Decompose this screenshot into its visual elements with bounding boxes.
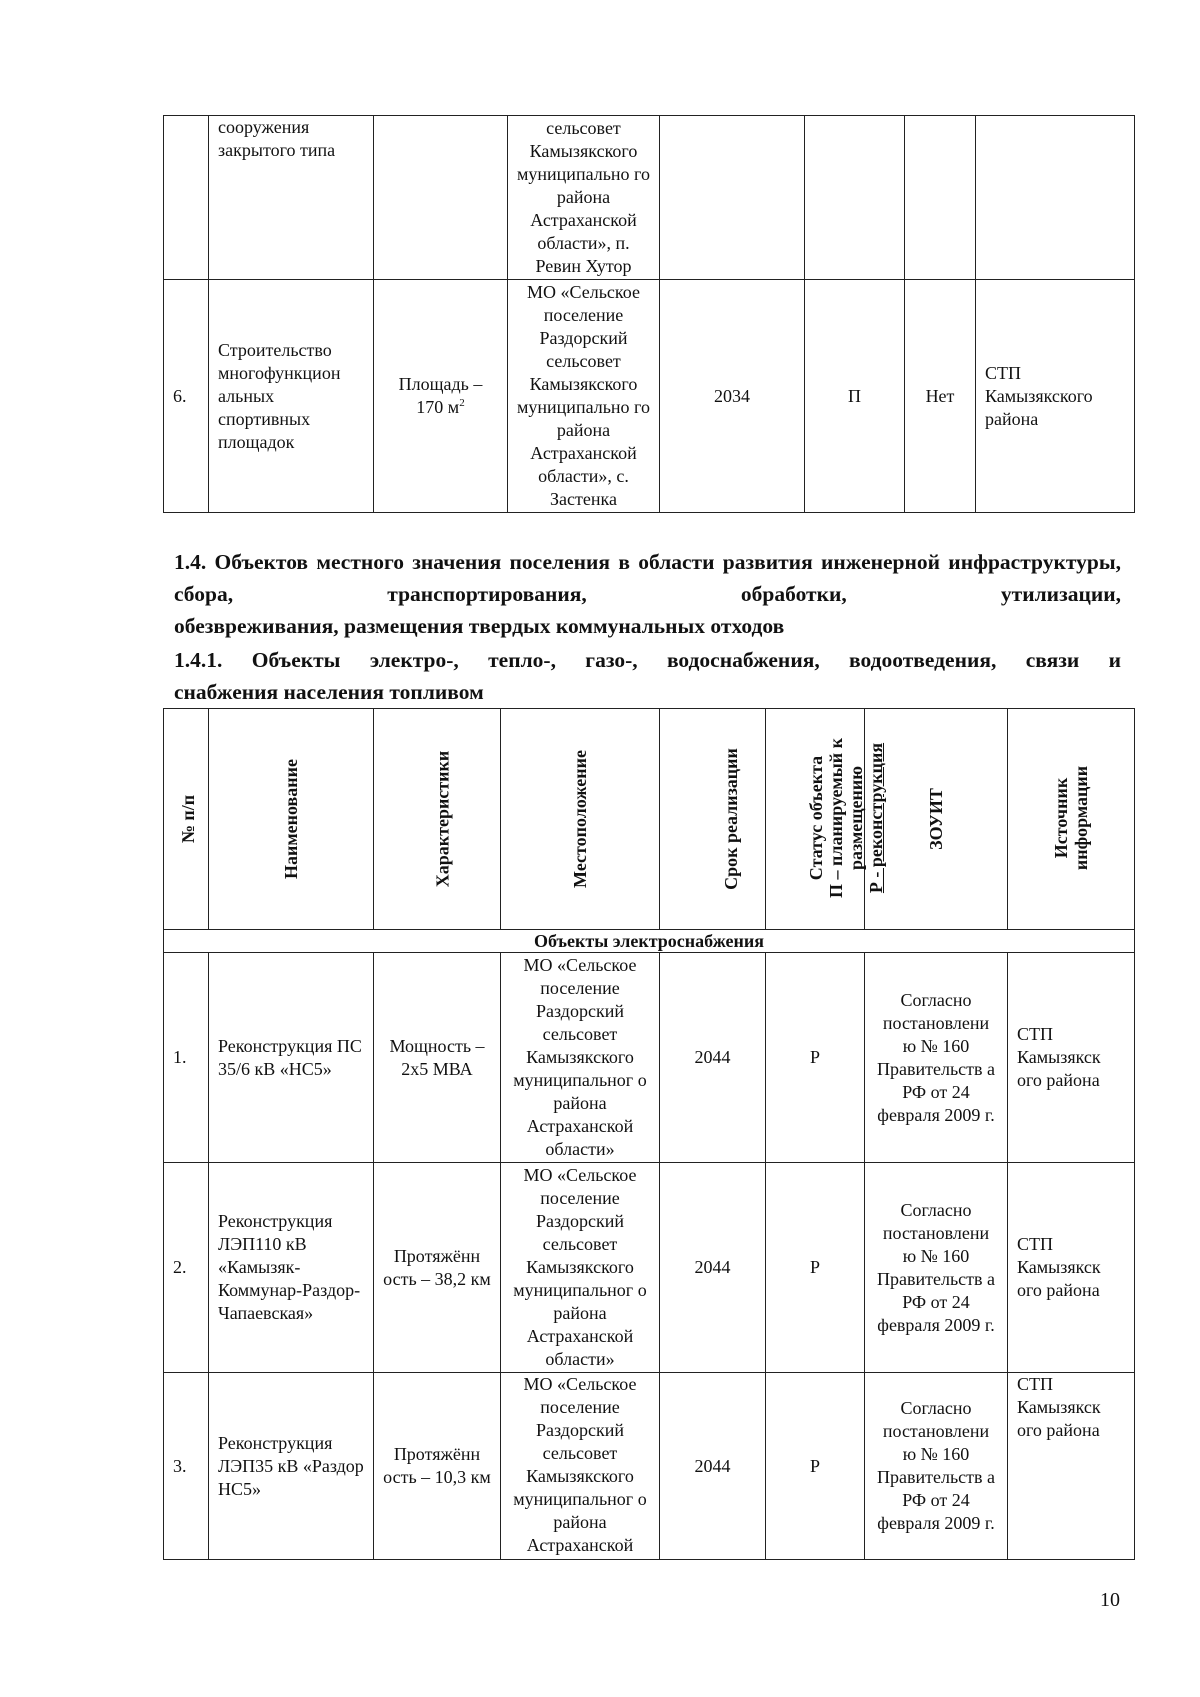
table-row	[164, 1163, 1135, 1373]
heading-text: 1.4.1. Объекты электро-, тепло-, газо-, водоснабжения, водоотведения, связи и	[174, 648, 1121, 672]
table-row	[164, 116, 1135, 280]
header-text: Статус объекта	[805, 755, 826, 881]
cell-term	[660, 116, 805, 280]
cell-location: сельсовет Камызякского муниципально го района Астраханской области», п. Ревин Хутор	[508, 116, 660, 280]
header-text: № п/п	[178, 794, 199, 843]
header-text: информации	[1071, 765, 1091, 871]
header-text: Источник	[1051, 777, 1071, 859]
cell-num: 1.	[164, 953, 209, 1163]
table-header-row	[164, 709, 1135, 930]
header-term	[660, 709, 766, 930]
cell-characteristics	[374, 280, 508, 513]
header-text: Р - реконструкция	[865, 742, 886, 894]
header-text: Характеристики	[432, 750, 453, 887]
cell-term: 2044	[660, 953, 766, 1163]
cell-source	[976, 116, 1135, 280]
cell-location: МО «Сельское поселение Раздорский сельсовет Камызякского муниципальног о района Астраханской области»	[501, 1163, 660, 1373]
superscript: 2	[459, 397, 465, 409]
group-row	[164, 930, 1135, 953]
header-status	[766, 709, 886, 930]
cell-status: Р	[766, 953, 865, 1163]
cell-zouit	[905, 116, 976, 280]
cell-characteristics: Протяжённ ость – 10,3 км	[374, 1373, 501, 1560]
cell-term: 2044	[660, 1163, 766, 1373]
header-name	[209, 709, 374, 930]
cell-num: 3.	[164, 1373, 209, 1560]
header-text: Местоположение	[570, 749, 590, 888]
group-label: Объекты электроснабжения	[164, 930, 1135, 953]
section-heading-1-4	[174, 546, 1121, 642]
cell-source: СТП Камызякского района	[976, 280, 1135, 513]
table-row	[164, 1373, 1135, 1560]
cell-status	[805, 116, 905, 280]
header-num	[164, 709, 209, 930]
cell-characteristics: Мощность – 2х5 МВА	[374, 953, 501, 1163]
cell-characteristics: Протяжённ ость – 38,2 км	[374, 1163, 501, 1373]
cell-name: Строительство многофункцион альных спортивных площадок	[209, 280, 374, 513]
cell-zouit: Согласно постановлени ю № 160 Правительств а РФ от 24 февраля 2009 г.	[865, 1163, 1008, 1373]
cell-location: МО «Сельское поселение Раздорский сельсовет Камызякского муниципально го района Астраханской области», с. Застенка	[508, 280, 660, 513]
table-row	[164, 280, 1135, 513]
cell-term: 2034	[660, 280, 805, 513]
page-number: 10	[1100, 1589, 1120, 1611]
cell-status: Р	[766, 1373, 865, 1560]
cell-source: СТП Камызякск ого района	[1008, 953, 1135, 1163]
cell-status: Р	[766, 1163, 865, 1373]
cell-num: 2.	[164, 1163, 209, 1373]
header-characteristics	[374, 709, 501, 930]
cell-location: МО «Сельское поселение Раздорский сельсовет Камызякского муниципальног о района Астраханской области»	[501, 953, 660, 1163]
header-text: Наименование	[281, 758, 301, 879]
cell-term: 2044	[660, 1373, 766, 1560]
cell-name: Реконструкция ЛЭП35 кВ «Раздор НС5»	[209, 1373, 374, 1560]
header-text: Срок реализации	[720, 747, 741, 890]
cell-zouit: Согласно постановлени ю № 160 Правительств а РФ от 24 февраля 2009 г.	[865, 953, 1008, 1163]
cell-zouit: Нет	[905, 280, 976, 513]
heading-text-last: обезвреживания, размещения твердых коммунальных отходов	[174, 614, 785, 638]
section-heading-1-4-1	[174, 644, 1121, 708]
cell-source: СТП Камызякск ого района	[1008, 1373, 1135, 1560]
characteristics-text: Площадь – 170 м	[398, 374, 483, 417]
cell-characteristics	[374, 116, 508, 280]
table-continued	[163, 115, 1135, 513]
header-text-block	[806, 738, 886, 898]
heading-text-last: снабжения населения топливом	[174, 680, 484, 704]
cell-name: Реконструкция ПС 35/6 кВ «НС5»	[209, 953, 374, 1163]
cell-source: СТП Камызякск ого района	[1008, 1163, 1135, 1373]
cell-name: Реконструкция ЛЭП110 кВ «Камызяк-Коммунар-Раздор-Чапаевская»	[209, 1163, 374, 1373]
cell-num	[164, 116, 209, 280]
cell-zouit: Согласно постановлени ю № 160 Правительств а РФ от 24 февраля 2009 г.	[865, 1373, 1008, 1560]
cell-num: 6.	[164, 280, 209, 513]
heading-text: 1.4. Объектов местного значения поселения в области развития инженерной инфраструктуры, сбора, транспортирования, обработки, утилизации,	[174, 550, 1121, 606]
facilities-table	[163, 708, 1135, 1560]
cell-status: П	[805, 280, 905, 513]
header-text: П – планируемый к	[825, 738, 846, 898]
cell-name: сооружения закрытого типа	[209, 116, 374, 280]
header-text: ЗОУИТ	[926, 787, 946, 850]
header-location	[501, 709, 660, 930]
header-text: размещению	[845, 766, 866, 870]
header-text-block	[1051, 766, 1091, 870]
cell-location: МО «Сельское поселение Раздорский сельсовет Камызякского муниципальног о района Астраханской	[501, 1373, 660, 1560]
header-source	[1008, 709, 1135, 930]
table-row	[164, 953, 1135, 1163]
